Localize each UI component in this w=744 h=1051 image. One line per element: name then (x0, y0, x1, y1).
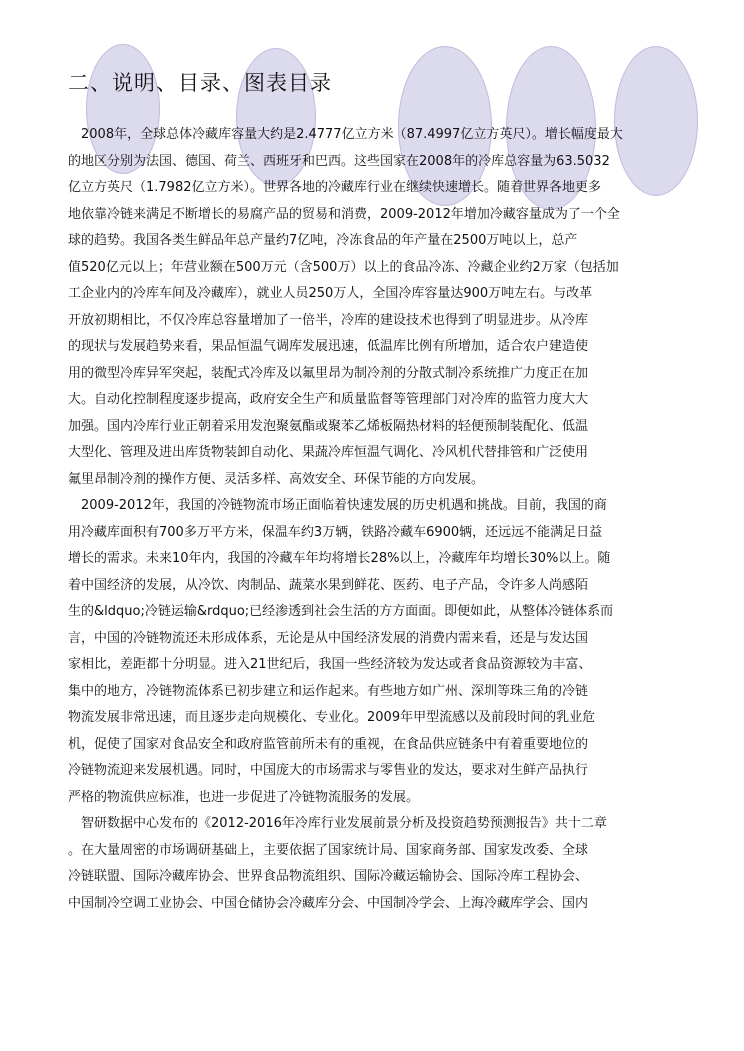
text-line: 增长的需求。未来10年内，我国的冷藏车年均将增长28%以上，冷藏库年均增长30%以上。随 (68, 551, 611, 566)
text-line: 加强。国内冷库行业正朝着采用发泡聚氨酯或聚苯乙烯板隔热材料的轻便预制装配化、低温 (68, 418, 589, 434)
text-line: 集中的地方，冷链物流体系已初步建立和运作起来。有些地方如广州、深圳等珠三角的冷链 (68, 683, 589, 699)
text-line: 地依靠冷链来满足不断增长的易腐产品的贸易和消费，2009-2012年增加冷藏容量成为了一个全 (68, 206, 620, 222)
text-line: 用的微型冷库异军突起，装配式冷库及以氟里昂为制冷剂的分散式制冷系统推广力度正在加 (68, 365, 589, 381)
text-line: 的地区分别为法国、德国、荷兰、西班牙和巴西。这些国家在2008年的冷库总容量为63.5032 (68, 153, 610, 169)
text-line: 亿立方英尺（1.7982亿立方米）。世界各地的冷藏库行业在继续快速增长。随着世界各地更多 (68, 180, 601, 195)
section-heading: 二、说明、目录、图表目录 (68, 71, 332, 95)
text-line: 开放初期相比，不仅冷库总容量增加了一倍半，冷库的建设技术也得到了明显进步。从冷库 (68, 312, 589, 328)
text-line: 冷链物流迎来发展机遇。同时，中国庞大的市场需求与零售业的发达，要求对生鲜产品执行 (68, 763, 589, 778)
text-line: 大。自动化控制程度逐步提高，政府安全生产和质量监督等管理部门对冷库的监管力度大大 (68, 392, 589, 407)
text-line: 冷链联盟、国际冷藏库协会、世界食品物流组织、国际冷藏运输协会、国际冷库工程协会、 (68, 869, 589, 884)
text-line: 家相比，差距都十分明显。进入21世纪后，我国一些经济较为发达或者食品资源较为丰富、 (68, 657, 592, 672)
text-line: 2009-2012年，我国的冷链物流市场正面临着快速发展的历史机遇和挑战。目前，我国的商 (68, 498, 607, 513)
text-line: 机，促使了国家对食品安全和政府监管前所未有的重视，在食品供应链条中有着重要地位的 (68, 736, 589, 752)
text-line: 大型化、管理及进出库货物装卸自动化、果蔬冷库恒温气调化、冷风机代替排管和广泛使用 (68, 445, 589, 460)
text-line: 。在大量周密的市场调研基础上，主要依据了国家统计局、国家商务部、国家发改委、全球 (68, 842, 589, 858)
text-line: 球的趋势。我国各类生鲜品年总产量约7亿吨，冷冻食品的年产量在2500万吨以上，总产 (68, 233, 578, 248)
text-line: 用冷藏库面积有700多万平方米，保温车约3万辆，铁路冷藏车6900辆，还远远不能满足日益 (68, 524, 603, 540)
text-line: 言，中国的冷链物流还未形成体系，无论是从中国经济发展的消费内需来看，还是与发达国 (68, 630, 589, 646)
text-line: 中国制冷空调工业协会、中国仓储协会冷藏库分会、中国制冷学会、上海冷藏库学会、国内 (68, 895, 589, 911)
text-line: 严格的物流供应标准，也进一步促进了冷链物流服务的发展。 (68, 789, 420, 805)
text-line: 生的&ldquo;冷链运输&rdquo;已经渗透到社会生活的方方面面。即便如此，从整体冷链体系而 (68, 604, 614, 619)
text-line: 值520亿元以上；年营业额在500万元（含500万）以上的食品冷冻、冷藏企业约2万家（包括加 (68, 259, 619, 275)
text-line: 智研数据中心发布的《2012-2016年冷库行业发展前景分析及投资趋势预测报告》共十二章 (68, 816, 607, 831)
body-text (68, 122, 688, 917)
text-line: 的现状与发展趋势来看，果品恒温气调库发展迅速，低温库比例有所增加，适合农户建造使 (68, 339, 589, 354)
text-line: 氟里昂制冷剂的操作方便、灵活多样、高效安全、环保节能的方向发展。 (68, 471, 485, 487)
text-line: 物流发展非常迅速，而且逐步走向规模化、专业化。2009年甲型流感以及前段时间的乳业危 (68, 710, 596, 725)
text-line: 着中国经济的发展，从冷饮、肉制品、蔬菜水果到鲜花、医药、电子产品，令许多人尚感陌 (68, 577, 589, 593)
text-line: 2008年，全球总体冷藏库容量大约是2.4777亿立方米（87.4997亿立方英尺）。增长幅度最大 (68, 127, 623, 142)
text-line: 工企业内的冷库车间及冷藏库），就业人员250万人，全国冷库容量达900万吨左右。与改革 (68, 286, 593, 301)
